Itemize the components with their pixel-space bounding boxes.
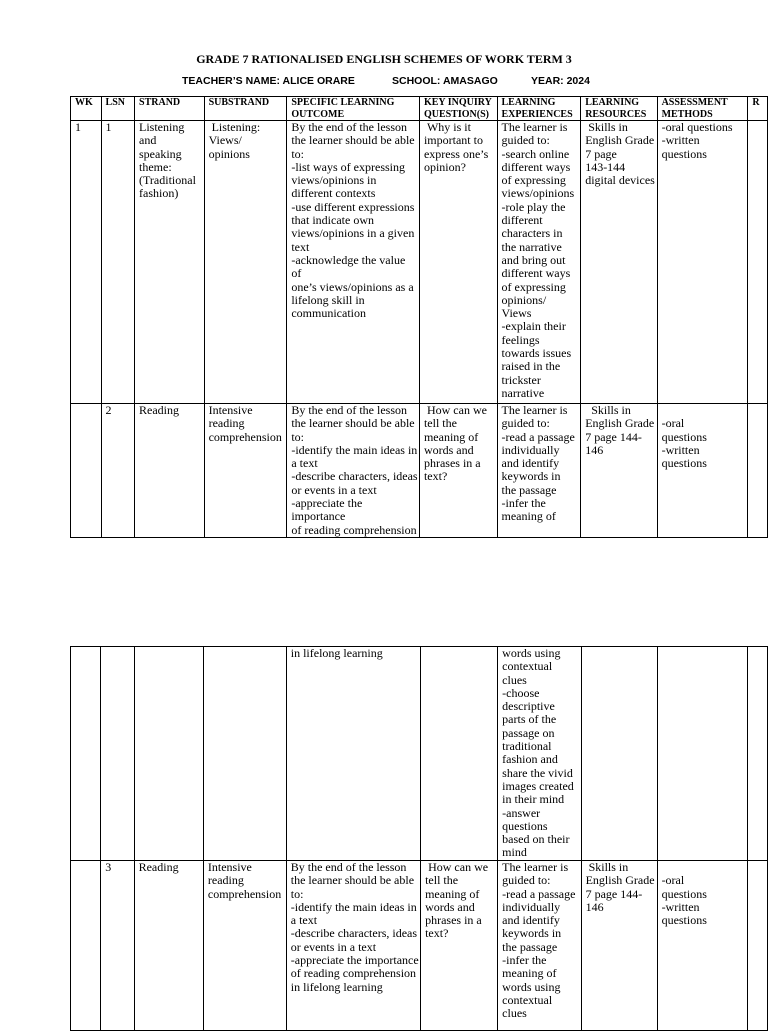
cell-question: How can we tell the meaning of words and phrases in a text? [419,404,497,538]
cell-wk [71,404,102,538]
cell-lsn: 2 [101,404,134,538]
cell-r [748,861,768,1031]
cell-resources: Skills in English Grade 7 page 144- 146 [581,861,657,1031]
cell-resources: Skills in English Grade 7 page 143-144 digital devices [581,121,657,404]
school-name: SCHOOL: AMASAGO [392,75,498,87]
table-row [71,861,768,1031]
cell-experiences: words using contextual clues -choose descriptive parts of the passage on traditional fashion and share the vivid images created in their mind -answer questions based on their mind [498,647,581,861]
cell-strand [134,647,203,861]
table-row [71,647,768,861]
header-question: KEY INQUIRY QUESTION(S) [419,97,497,121]
cell-experiences: The learner is guided to: -read a passage individually and identify keywords in the passage -infer the meaning of [497,404,581,538]
header-lsn: LSN [101,97,134,121]
cell-resources [581,647,657,861]
cell-assessment [657,647,748,861]
header-assessment: ASSESSMENT METHODS [657,97,748,121]
cell-substrand [203,647,286,861]
cell-question [421,647,498,861]
cell-strand: Reading [135,404,205,538]
cell-substrand: Listening: Views/ opinions [204,121,287,404]
cell-substrand: Intensive reading comprehension [203,861,286,1031]
cell-wk: 1 [71,121,102,404]
year: YEAR: 2024 [531,75,590,87]
cell-assessment: -oral questions -written questions [657,861,748,1031]
schemes-table-page-2 [70,646,768,1031]
cell-lsn [101,647,134,861]
cell-wk [71,861,101,1031]
teacher-name: TEACHER’S NAME: ALICE ORARE [182,75,355,87]
cell-experiences: The learner is guided to: -search online different ways of expressing views/opinions -role play the different characters in the narrative and bring out different ways of expressing opinions/ Views -explain their feelings towards issues raised in the trickster narrative [497,121,581,404]
header-wk: WK [71,97,102,121]
cell-experiences: The learner is guided to: -read a passage individually and identify keywords in the passage -infer the meaning of words using contextual clues [498,861,581,1031]
cell-r [748,404,768,538]
cell-strand: Listening and speaking theme: (Traditional fashion) [135,121,205,404]
cell-lsn: 1 [101,121,134,404]
cell-r [748,647,768,861]
cell-assessment: -oral questions -written questions [657,121,748,404]
cell-wk [71,647,101,861]
table-row [71,404,768,538]
cell-resources: Skills in English Grade 7 page 144- 146 [581,404,657,538]
cell-question: How can we tell the meaning of words and phrases in a text? [421,861,498,1031]
cell-substrand: Intensive reading comprehension [204,404,287,538]
header-row [71,97,768,121]
header-experiences: LEARNING EXPERIENCES [497,97,581,121]
header-substrand: SUBSTRAND [204,97,287,121]
cell-lsn: 3 [101,861,134,1031]
header-outcome: SPECIFIC LEARNING OUTCOME [287,97,420,121]
header-strand: STRAND [135,97,205,121]
cell-strand: Reading [134,861,203,1031]
cell-r [748,121,768,404]
cell-assessment: -oral questions -written questions [657,404,748,538]
header-r: R [748,97,768,121]
header-resources: LEARNING RESOURCES [581,97,657,121]
cell-outcome: By the end of the lesson the learner should be able to: -identify the main ideas in a text -describe characters, ideas or events in a text -appreciate the importance of reading comprehension in lifelong learning [286,861,420,1031]
cell-question: Why is it important to express one’s opinion? [419,121,497,404]
document-title: GRADE 7 RATIONALISED ENGLISH SCHEMES OF WORK TERM 3 [196,52,572,66]
table-row [71,121,768,404]
cell-outcome: By the end of the lesson the learner should be able to: -list ways of expressing views/opinions in different contexts -use different expressions that indicate own views/opinions in a given text -acknowledge the value of one’s views/opinions as a lifelong skill in communication [287,121,420,404]
cell-outcome: in lifelong learning [286,647,420,861]
cell-outcome: By the end of the lesson the learner should be able to: -identify the main ideas in a text -describe characters, ideas or events in a text -appreciate the importance of reading comprehension [287,404,420,538]
schemes-table-page-1 [70,96,768,538]
